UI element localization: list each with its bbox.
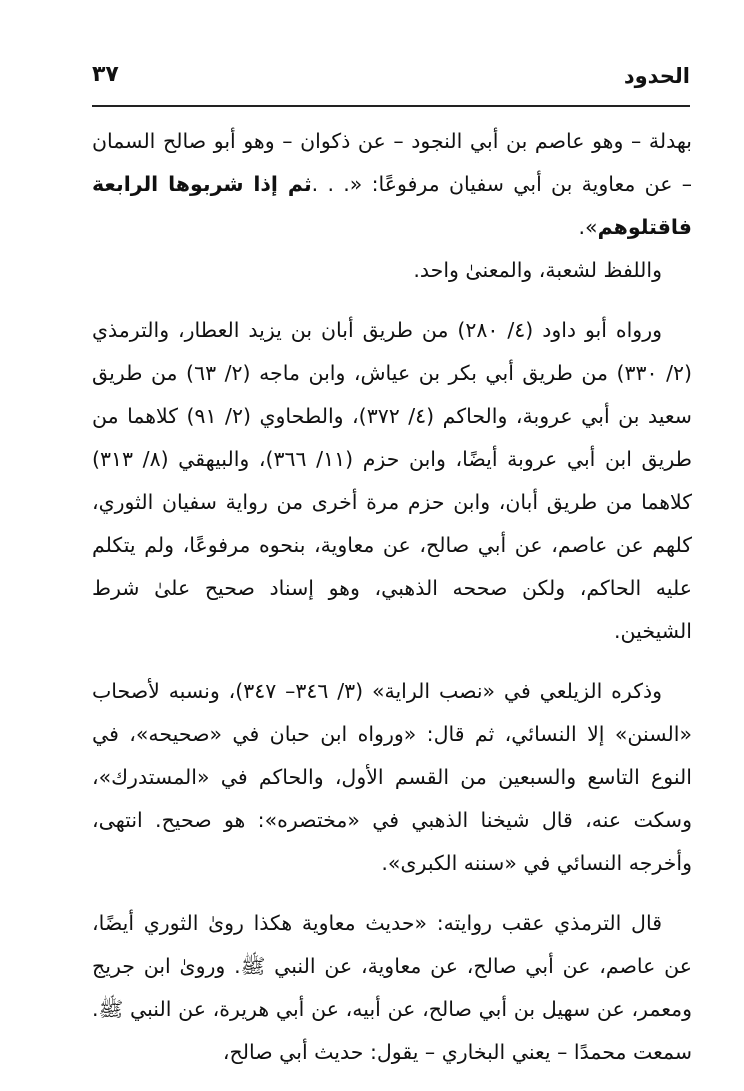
paragraph-gap	[92, 292, 692, 309]
header-divider	[92, 105, 690, 107]
body-text	[92, 120, 692, 1074]
paragraph-gap	[92, 885, 692, 902]
page-number: ٣٧	[92, 62, 119, 87]
paragraph-2: واللفظ لشعبة، والمعنىٰ واحد.	[413, 258, 662, 282]
hadith-quote-bold: ثم إذا شربوها الرابعة فاقتلوهم	[92, 172, 692, 239]
paragraph-1	[92, 120, 692, 249]
quote-close: ».	[578, 215, 598, 239]
page-header	[92, 58, 690, 98]
paragraph-1-text: بهدلة – وهو عاصم بن أبي النجود – عن ذكوان – وهو أبو صالح السمان – عن معاوية بن أبي سفيان مرفوعًا: «. . .	[92, 129, 693, 196]
paragraph-3: ورواه أبو داود (٤/ ٢٨٠) من طريق أبان بن يزيد العطار، والترمذي (٢/ ٣٣٠) من طريق أبي بكر بن عياش، وابن ماجه (٢/ ٦٣) من طريق سعيد بن أبي عروبة، والحاكم (٤/ ٣٧٢)، والطحاوي (٢/ ٩١) كلاهما من طريق ابن أبي عروبة أيضًا، وابن حزم (١١/ ٣٦٦)، والبيهقي (٨/ ٣١٣) كلاهما من طريق أبان، وابن حزم مرة أخرى من رواية سفيان الثوري، كلهم عن عاصم، عن أبي صالح، عن معاوية، بنحوه مرفوعًا، ولم يتكلم عليه الحاكم، ولكن صححه الذهبي، وهو إسناد صحيح علىٰ شرط الشيخين.	[92, 318, 692, 643]
paragraph-4: وذكره الزيلعي في «نصب الراية» (٣/ ٣٤٦– ٣٤٧)، ونسبه لأصحاب «السنن» إلا النسائي، ثم قال: «ورواه ابن حبان في «صحيحه»، في النوع التاسع والسبعين من القسم الأول، والحاكم في «المستدرك»، وسكت عنه، قال شيخنا الذهبي في «مختصره»: هو صحيح. انتهى، وأخرجه النسائي في «سننه الكبرى».	[92, 679, 692, 875]
chapter-title: الحدود	[623, 64, 690, 88]
paragraph-5: قال الترمذي عقب روايته: «حديث معاوية هكذا روىٰ الثوري أيضًا، عن عاصم، عن أبي صالح، عن معاوية، عن النبي ﷺ. وروىٰ ابن جريج ومعمر، عن سهيل بن أبي صالح، عن أبيه، عن أبي هريرة، عن النبي ﷺ. سمعت محمدًا – يعني البخاري – يقول: حديث أبي صالح،	[92, 911, 692, 1064]
paragraph-gap	[92, 653, 692, 670]
